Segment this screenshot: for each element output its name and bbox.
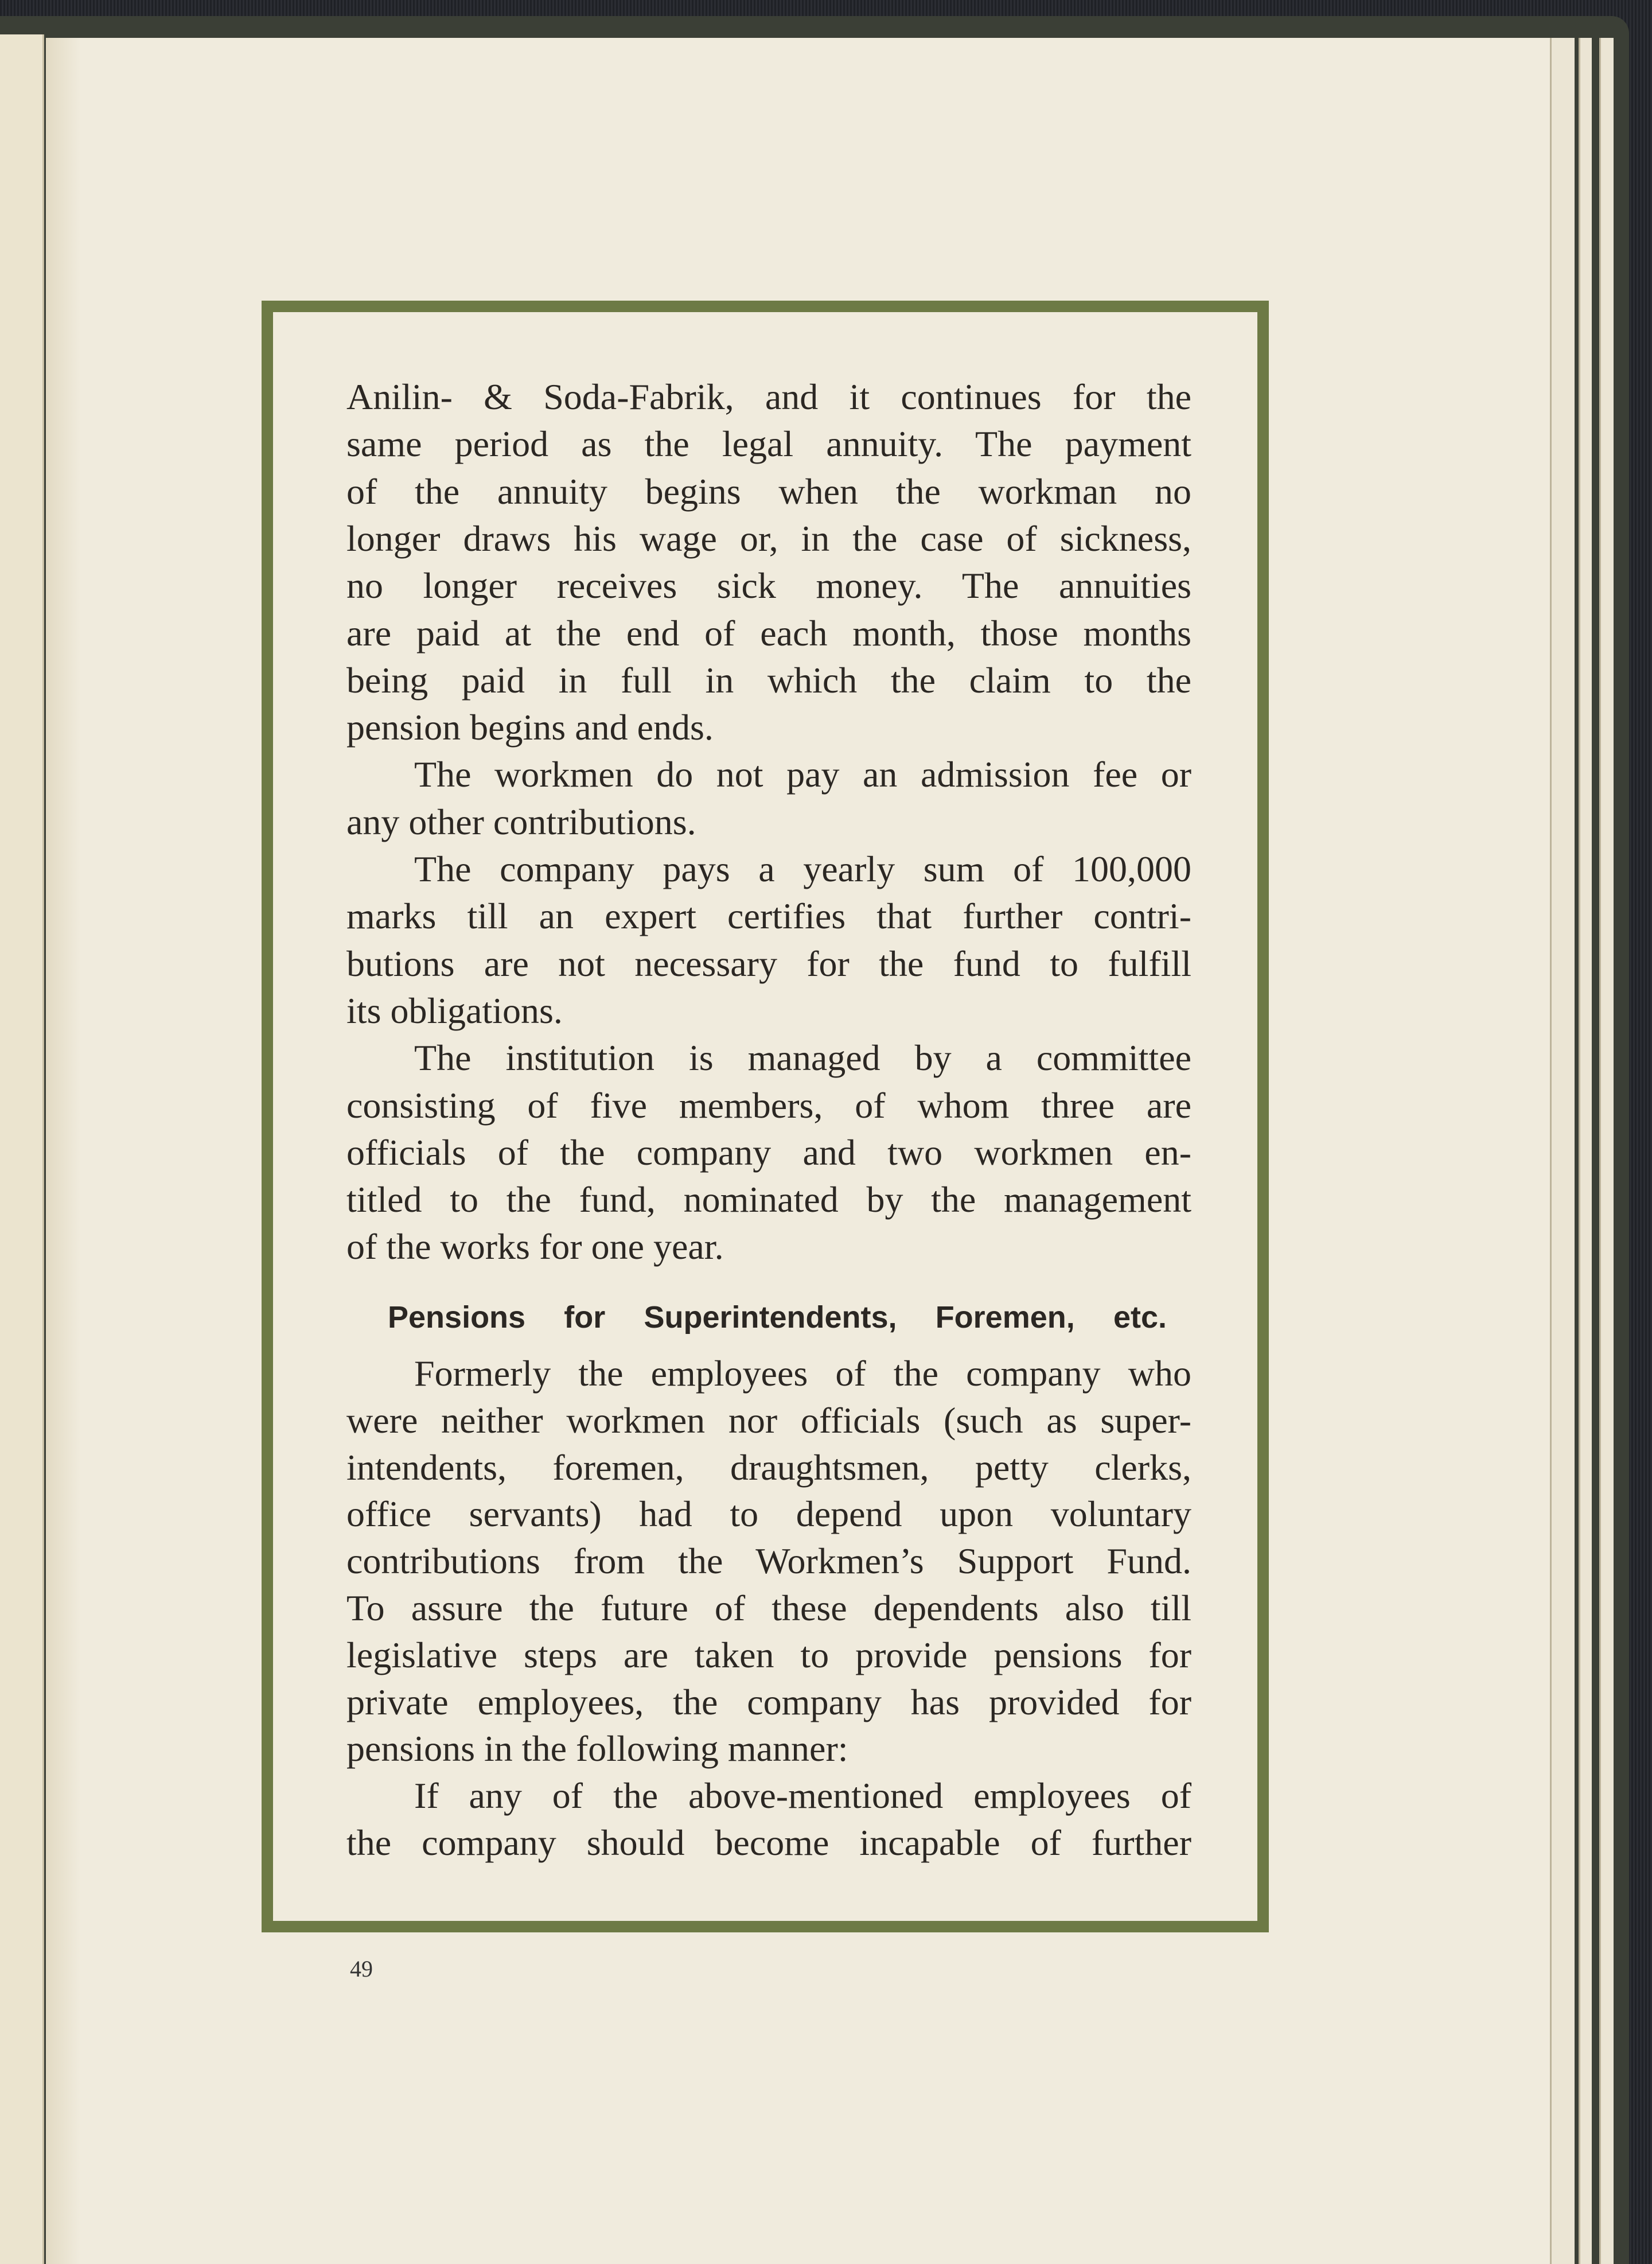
text-line: titled to the fund, nominated by the management [346, 1179, 1191, 1220]
text-line: The workmen do not pay an admission fee or [414, 754, 1191, 795]
text-line: Anilin- & Soda-Fabrik, and it continues for the [346, 376, 1191, 417]
text-line: were neither workmen nor officials (such as super- [346, 1399, 1191, 1441]
section-heading: Pensions for Superintendents, Foremen, etc. [388, 1300, 1167, 1335]
text-line: officials of the company and two workmen en- [346, 1131, 1191, 1173]
text-line: pension begins and ends. [346, 707, 714, 748]
page-stack-edge [1579, 38, 1592, 2264]
text-line: consisting of five members, of whom three are [346, 1084, 1191, 1126]
text-line: same period as the legal annuity. The payment [346, 423, 1191, 465]
text-line: To assure the future of these dependents also till [346, 1588, 1191, 1628]
text-line: of the works for one year. [346, 1226, 724, 1267]
text-line: butions are not necessary for the fund to fulfill [346, 943, 1191, 984]
text-line: of the annuity begins when the workman no [346, 470, 1191, 512]
text-line: pensions in the following manner: [346, 1728, 848, 1769]
text-line: the company should become incapable of further [346, 1822, 1191, 1863]
page-number: 49 [350, 1956, 373, 1982]
text-line: Formerly the employees of the company who [414, 1353, 1191, 1394]
text-line: legislative steps are taken to provide pensions for [346, 1634, 1191, 1675]
page-gutter-shadow [46, 38, 80, 2264]
text-line: The company pays a yearly sum of 100,000 [414, 849, 1191, 889]
page-stack-edge [1599, 38, 1614, 2264]
text-line: The institution is managed by a committee [414, 1037, 1191, 1079]
text-line: intendents, foremen, draughtsmen, petty clerks, [346, 1446, 1191, 1488]
facing-page-edge [0, 34, 44, 2264]
text-line: office servants) had to depend upon voluntary [346, 1493, 1191, 1535]
text-line: contributions from the Workmen’s Support Fund. [346, 1541, 1191, 1582]
text-line: any other contributions. [346, 801, 696, 842]
text-line: being paid in full in which the claim to the [346, 659, 1191, 701]
text-line: no longer receives sick money. The annuities [346, 565, 1191, 606]
text-line: private employees, the company has provided for [346, 1681, 1191, 1722]
text-line: If any of the above-mentioned employees of [414, 1775, 1191, 1816]
text-line: its obligations. [346, 990, 563, 1031]
page-stack-edge [1550, 38, 1575, 2264]
text-line: are paid at the end of each month, those months [346, 612, 1191, 653]
text-line: marks till an expert certifies that further contri- [346, 896, 1191, 937]
text-line: longer draws his wage or, in the case of sickness, [346, 518, 1191, 559]
